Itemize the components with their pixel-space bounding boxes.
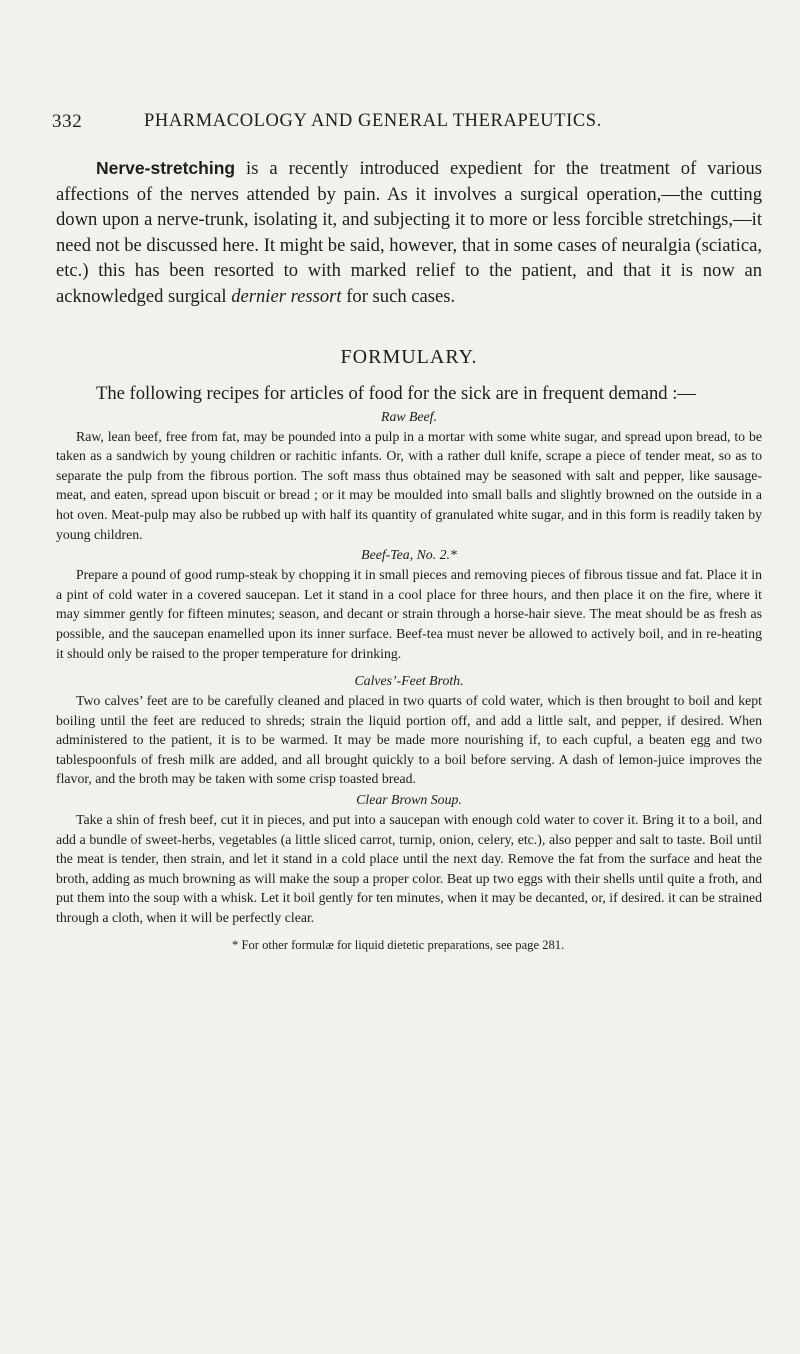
nerve-stretching-italic: dernier ressort: [231, 285, 342, 307]
recipe-title: Calves’-Feet Broth.: [354, 673, 464, 689]
recipe-title: Raw Beef.: [381, 408, 437, 424]
page-number: 332: [52, 111, 83, 132]
recipe-text: Prepare a pound of good rump-steak by chopping it in small pieces and removing pieces of fibrous tissue and fat. Place it in a pint of cold water in a covered saucepan. Let it stand in a cool place for three hours, and then place it on the fire, where it may simmer gently for fifteen minutes; season, and decant or strain through a horse-hair sieve. The meat should be as fresh as possible, and the saucepan enamelled upon its inner surface. Beef-tea must never be allowed to actively boil, and in re-heating it should only be raised to the proper temperature for drinking.: [56, 567, 762, 661]
nerve-stretching-paragraph: [56, 156, 762, 310]
recipe-text: Two calves’ feet are to be carefully cleaned and placed in two quarts of cold water, which is then brought to boil and kept boiling until the feet are reduced to shreds; strain the liquid portion off, and add a little salt, and pepper, if desired. When administered to the patient, it is to be warmed. It may be made more nourishing if, to each cupful, a beaten egg and two tablespoonfuls of fresh milk are added, and all brought quickly to a boil before serving. A dash of lemon-juice improves the flavor, and the broth may be taken with some crisp toasted bread.: [56, 693, 762, 787]
recipe-text: Take a shin of fresh beef, cut it in pieces, and put into a saucepan with enough cold water to cover it. Bring it to a boil, and add a bundle of sweet-herbs, vegetables (a little sliced carrot, turnip, onion, celery, etc.), also pepper and salt to taste. Boil until the meat is tender, then strain, and let it stand in a cold place until the next day. Remove the fat from the surface and heat the broth, adding as much browning as will make the soup a proper color. Beat up two eggs with their shells until quite a froth, and put them into the soup with a whisk. Let it boil gently for ten minutes, when it may be decanted, or, if desired. it can be strained through a cloth, when it will be perfectly clear.: [56, 812, 762, 926]
formulary-heading: FORMULARY.: [340, 345, 478, 368]
nerve-stretching-text: is a recently introduced expedient for the treatment of various affections of the nerves attended by pain. As it involves a surgical operation,—the cutting down upon a nerve-trunk, isolating it, and subjecting it to more or less forcible stretchings,—it need not be discussed here. It might be said, however, that in some cases of neuralgia (sciatica, etc.) this has been resorted to with marked relief to the patient, and that it is now an acknowledged surgical: [56, 158, 762, 307]
recipe-title: Clear Brown Soup.: [356, 792, 462, 808]
recipe-title: Beef-Tea, No. 2.*: [361, 547, 457, 563]
nerve-stretching-end: for such cases.: [341, 285, 456, 307]
nerve-stretching-lead: Nerve-stretching: [96, 158, 236, 178]
page-body: [56, 156, 762, 954]
formulary-intro: The following recipes for articles of food for the sick are in frequent demand :—: [96, 382, 696, 404]
running-title: PHARMACOLOGY AND GENERAL THERAPEUTICS.: [144, 111, 602, 131]
footnote: * For other formulæ for liquid dietetic preparations, see page 281.: [232, 937, 565, 952]
recipe-text: Raw, lean beef, free from fat, may be pounded into a pulp in a mortar with some white sugar, and spread upon bread, to be taken as a sandwich by young children or rachitic infants. Or, with a rather dull knife, scrape a piece of tender meat, so as to separate the pulp from the fibrous portion. The soft mass thus obtained may be seasoned with salt and pepper, like sausage-meat, and eaten, spread upon biscuit or bread ; or it may be moulded into small balls and slightly browned on the outside in a hot oven. Meat-pulp may also be rubbed up with half its quantity of granulated white sugar, and in this form is readily taken by young children.: [56, 428, 762, 542]
